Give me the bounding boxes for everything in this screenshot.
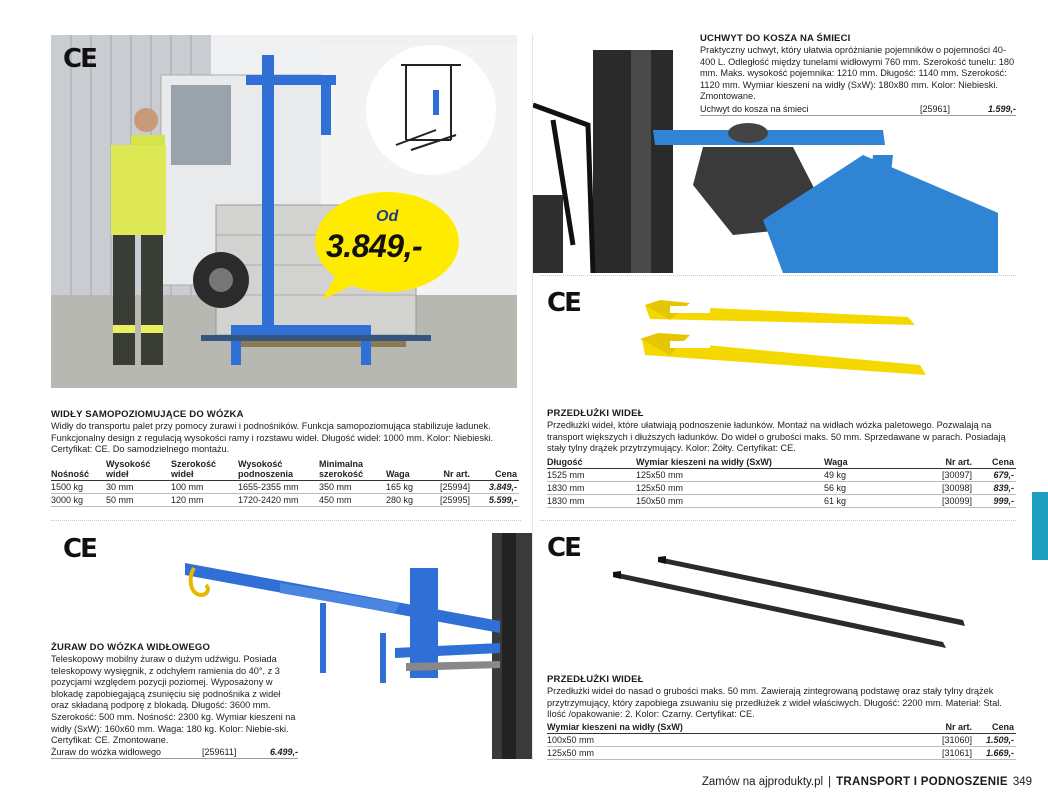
min-width-cell: 350 mm — [319, 481, 386, 494]
art-no-cell: [25995] — [430, 494, 472, 507]
footer-separator: | — [828, 776, 832, 788]
crane-forks-title: WIDŁY SAMOPOZIOMUJĄCE DO WÓZKA — [51, 409, 244, 420]
jib-crane-description: Teleskopowy mobilny żuraw o dużym udźwigu. Posiada teleskopowy wysięgnik, z odchyłem ramienia do 40°, z 3 pozycjami względem pozycji poziomej. Wyposażony w blokadę zapobiegającą zsunięciu się podnośnika z wideł oraz składaną podporę z blokadą. Długość: 3600 mm. Szerokość: 500 mm. Nośność: 2300 kg. Wymiar kieszeni na widły (SxW): 160x60 mm. Waga: 180 kg. Kolor: Niebie-ski. Certyfikat: CE. Zmontowane. — [51, 654, 296, 746]
price-cell: 999,- — [974, 495, 1016, 508]
yellow-extensions-description: Przedłużki wideł, które ułatwiają podnoszenie ładunków. Montaż na widłach wózka paletowego. Pozwalają na transport większych i dłuższych ładunków. Do wideł o grubości maks. 50 mm. Sprzedawane w parach. Posiadają stały tylny drążek przytrzymujący. Kolor: Żółty. Certyfikat: CE. — [547, 420, 1006, 454]
black-extensions-description: Przedłużki wideł do nasad o grubości maks. 50 mm. Zawierają zintegrowaną podstawę oraz stały tylny drążek przytrzymujący, który zapobiega zsuwaniu się przedłużek z wideł właściwych. Długość: 2200 mm. Materiał: Stal. Ilość /opakowanie: 2. Kolor: Czarny. Certyfikat: CE. — [547, 686, 1002, 720]
price-badge-prefix: Od — [376, 208, 399, 225]
col-art-no: Nr art. — [924, 722, 974, 734]
col-pocket-size: Wymiar kieszeni na widły (SxW) — [547, 722, 924, 734]
ce-mark-jib-crane: CE — [63, 534, 96, 564]
table-row — [51, 494, 519, 507]
price-cell: 839,- — [974, 482, 1016, 495]
length-cell: 1830 mm — [547, 482, 636, 495]
col-capacity: Nośność — [51, 459, 106, 481]
min-width-cell: 450 mm — [319, 494, 386, 507]
length-cell: 1830 mm — [547, 495, 636, 508]
row-divider-top-right — [540, 275, 1016, 276]
col-lift-height: Wysokość podnoszenia — [238, 459, 319, 481]
table-row — [547, 747, 1016, 760]
lift-height-cell: 1655-2355 mm — [238, 481, 319, 494]
weight-cell: 165 kg — [386, 481, 430, 494]
bin-holder-price-row — [700, 104, 1016, 116]
weight-cell: 61 kg — [824, 495, 924, 508]
black-extensions-table — [547, 722, 1016, 760]
table-row — [547, 495, 1016, 508]
fork-height-cell: 50 mm — [106, 494, 171, 507]
pocket-size-cell: 125x50 mm — [636, 482, 824, 495]
col-min-width: Minimalna szerokość — [319, 459, 386, 481]
col-pocket-size: Wymiar kieszeni na widły (SxW) — [636, 457, 824, 469]
table-row — [547, 734, 1016, 747]
price-cell: 1.669,- — [974, 747, 1016, 760]
jib-crane-price: 6.499,- — [269, 747, 298, 757]
bin-holder-description: Praktyczny uchwyt, który ułatwia opróżnianie pojemników o pojemności 40-400 L. Odległość między tunelami widłowymi 760 mm. Szerokość tunelu: 180 mm. Maks. wysokość pojemnika: 1210 mm. Długość: 1140 mm. Szerokość: 1120 mm. Wymiar kieszeni na widły (SxW): 180x80 mm. Kolor: Niebieski. Zmontowane. — [700, 45, 1015, 102]
bin-holder-item-name: Uchwyt do kosza na śmieci — [700, 104, 809, 114]
fork-width-cell: 120 mm — [171, 494, 238, 507]
col-art-no: Nr art. — [924, 457, 974, 469]
bin-holder-title: UCHWYT DO KOSZA NA ŚMIECI — [700, 33, 851, 44]
row-divider-right — [540, 520, 1016, 521]
weight-cell: 56 kg — [824, 482, 924, 495]
column-divider — [532, 35, 533, 760]
pocket-size-cell: 125x50 mm — [547, 747, 924, 760]
footer-section-name: TRANSPORT I PODNOSZENIE — [836, 776, 1008, 788]
pocket-size-cell: 150x50 mm — [636, 495, 824, 508]
section-tab — [1032, 492, 1048, 560]
fork-height-cell: 30 mm — [106, 481, 171, 494]
table-row — [51, 481, 519, 494]
ce-mark-yellow-extensions: CE — [547, 288, 580, 318]
art-no-cell: [31061] — [924, 747, 974, 760]
art-no-cell: [31060] — [924, 734, 974, 747]
length-cell: 1525 mm — [547, 469, 636, 482]
price-cell: 679,- — [974, 469, 1016, 482]
col-weight: Waga — [824, 457, 924, 469]
col-art-no: Nr art. — [430, 459, 472, 481]
jib-crane-price-row — [51, 747, 298, 759]
art-no-cell: [25994] — [430, 481, 472, 494]
capacity-cell: 1500 kg — [51, 481, 106, 494]
yellow-extensions-title: PRZEDŁUŻKI WIDEŁ — [547, 408, 644, 419]
col-fork-height: Wysokość wideł — [106, 459, 171, 481]
art-no-cell: [30098] — [924, 482, 974, 495]
bin-holder-price: 1.599,- — [987, 104, 1016, 114]
table-row — [547, 469, 1016, 482]
lift-height-cell: 1720-2420 mm — [238, 494, 319, 507]
page-number: 349 — [1012, 776, 1032, 788]
price-cell: 1.509,- — [974, 734, 1016, 747]
price-badge-value: 3.849,- — [326, 228, 423, 264]
jib-crane-item-name: Żuraw do wózka widłowego — [51, 747, 162, 757]
yellow-extensions-photo — [630, 295, 930, 390]
col-weight: Waga — [386, 459, 430, 481]
crane-forks-table — [51, 459, 519, 507]
art-no-cell: [30099] — [924, 495, 974, 508]
fork-width-cell: 100 mm — [171, 481, 238, 494]
page-footer — [702, 776, 1032, 788]
row-divider-left — [51, 520, 521, 521]
art-no-cell: [30097] — [924, 469, 974, 482]
col-price: Cena — [974, 722, 1016, 734]
col-fork-width: Szerokość wideł — [171, 459, 238, 481]
price-cell: 3.849,- — [472, 481, 519, 494]
black-extensions-photo — [608, 552, 970, 650]
pocket-size-cell: 125x50 mm — [636, 469, 824, 482]
weight-cell: 49 kg — [824, 469, 924, 482]
jib-crane-title: ŻURAW DO WÓZKA WIDŁOWEGO — [51, 642, 211, 653]
table-row — [547, 482, 1016, 495]
ce-mark-crane-forks: CE — [63, 44, 96, 74]
price-cell: 5.599,- — [472, 494, 519, 507]
ce-mark-black-extensions: CE — [547, 533, 580, 563]
col-price: Cena — [974, 457, 1016, 469]
jib-crane-art-no: [259611] — [202, 747, 237, 757]
col-price: Cena — [472, 459, 519, 481]
price-badge — [314, 190, 460, 302]
weight-cell: 280 kg — [386, 494, 430, 507]
yellow-extensions-table — [547, 457, 1016, 508]
col-length: Długość — [547, 457, 636, 469]
capacity-cell: 3000 kg — [51, 494, 106, 507]
bin-holder-art-no: [25961] — [920, 104, 951, 114]
pocket-size-cell: 100x50 mm — [547, 734, 924, 747]
crane-forks-description: Widły do transportu palet przy pomocy żurawi i podnośników. Funkcja samopoziomująca stabilizuje ładunek. Funkcjonalny design z regulacją wysokości ramy i rozstawu wideł. Długość wideł: 1000 mm. Kolor: Niebieski. Certyfikat: CE. Do samodzielnego montażu. — [51, 421, 494, 455]
footer-shop-link[interactable]: Zamów na ajprodukty.pl — [701, 776, 824, 788]
black-extensions-title: PRZEDŁUŻKI WIDEŁ — [547, 674, 644, 685]
